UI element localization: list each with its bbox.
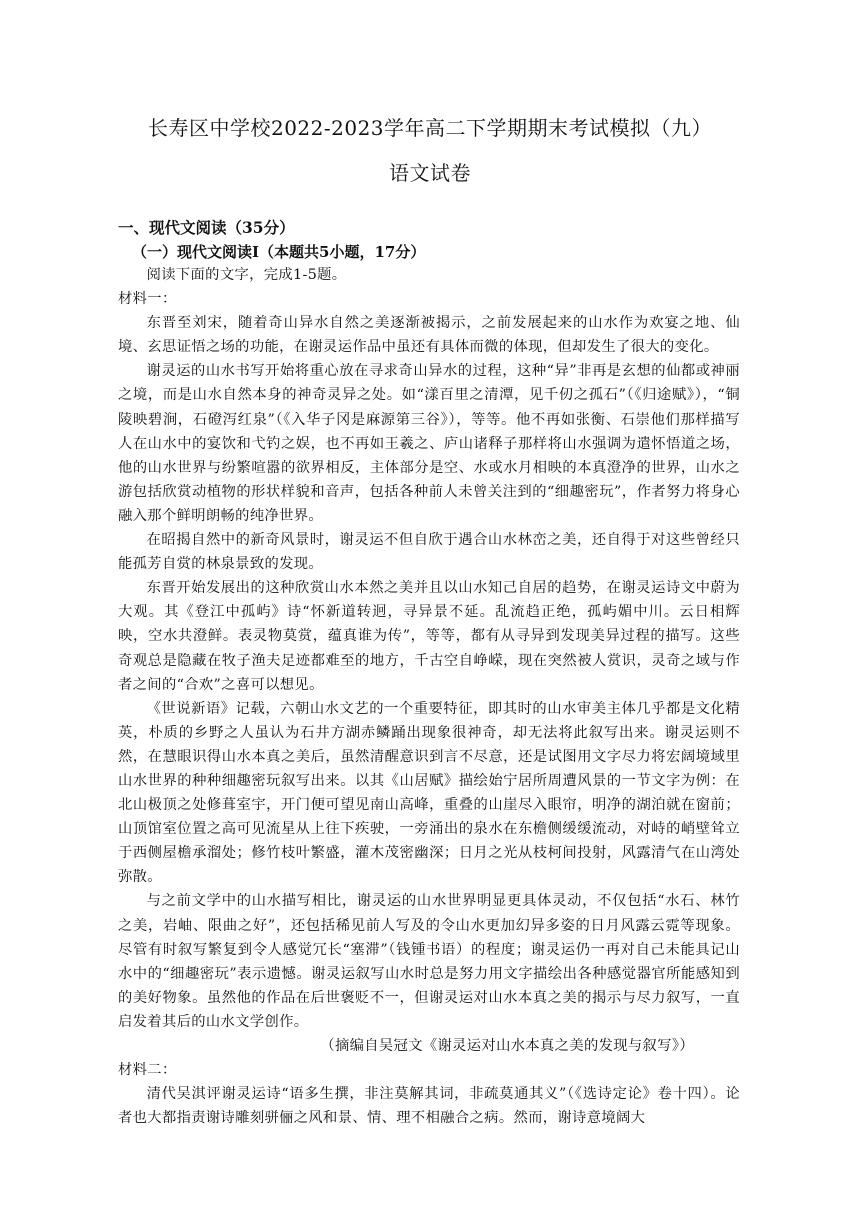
paragraph: 《世说新语》记载，六朝山水文艺的一个重要特征，即其时的山水审美主体几乎都是文化精英，朴质的乡野之人虽认为石井方湖赤鳞踊出现象很神奇，却无法将此叙写出来。谢灵运则不然，在慧眼识得山水本真之美后，虽然清醒意识到言不尽意，还是试图用文字尽力将宏阔境域里山水世界的种种细趣密玩叙写出来。以其《山居赋》描绘始宁居所周遭风景的一节文字为例：在北山极顶之处修葺室宇，开门便可望见南山高峰，重叠的山崖尽入眼帘，明净的湖泊就在窗前；山顶馆室位置之高可见流星从上往下疾驶，一旁涌出的泉水在东檐侧缓缓流动，对峙的峭壁耸立于西侧屋檐承溜处；修竹枝叶繁盛，灌木茂密幽深；日月之光从枝柯间投射，风露清气在山湾处弥散。 — [118, 700, 740, 886]
paragraph: 东晋开始发展出的这种欣赏山水本然之美并且以山水知己自居的趋势，在谢灵运诗文中蔚为大观。其《登江中孤屿》诗“怀新道转迥，寻异景不延。乱流趋正绝，孤屿媚中川。云日相辉映，空水共澄鲜。表灵物莫赏，蕴真谁为传”，等等，都有从寻异到发现美异过程的描写。这些奇观总是隐藏在牧子渔夫足迹都难至的地方，千古空自峥嵘，现在突然被人赏识，灵奇之域与作者之间的“合欢”之喜可以想见。 — [118, 580, 740, 693]
source-citation: （摘编自吴冠文《谢灵运对山水本真之美的发现与叙写》） — [320, 1038, 694, 1054]
material-label: 材料一： — [118, 291, 177, 308]
material-label: 材料二： — [118, 1062, 177, 1079]
paragraph: 东晋至刘宋，随着奇山异水自然之美逐渐被揭示，之前发展起来的山水作为欢宴之地、仙境、玄思证悟之场的功能，在谢灵运作品中虽还有具体而微的体现，但却发生了很大的变化。 — [118, 315, 740, 356]
exam-subtitle: 语文试卷 — [389, 161, 471, 185]
paragraph: 清代吴淇评谢灵运诗“语多生撰，非注莫解其词，非疏莫通其义”（《选诗定论》卷十四）。论者也大都指责谢诗雕刻骈俪之风和景、情、理不相融合之病。然而，谢诗意境阔大 — [118, 1086, 740, 1127]
paragraph: 与之前文学中的山水描写相比，谢灵运的山水世界明显更具体灵动，不仅包括“水石、林竹之美，岩岫、限曲之好”，还包括稀见前人写及的令山水更加幻异多姿的日月风露云霓等现象。尽管有时叙写繁复到令人感觉冗长“塞滞”（钱锺书语）的程度；谢灵运仍一再对自己未能具记山水中的“细趣密玩”表示遗憾。谢灵运叙写山水时总是努力用文字描绘出各种感觉器官所能感知到的美好物象。虽然他的作品在后世褒贬不一，但谢灵运对山水本真之美的揭示与尽力叙写，一直启发着其后的山水文学创作。 — [118, 893, 740, 1030]
instruction-text: 阅读下面的文字，完成1-5题。 — [146, 267, 347, 283]
exam-title: 长寿区中学校2022-2023学年高二下学期期末考试模拟（九） — [147, 116, 713, 140]
reading-passage — [118, 263, 740, 1130]
paragraph: 谢灵运的山水书写开始将重心放在寻求奇山异水的过程，这种“异”非再是玄想的仙都或神丽之境，而是山水自然本身的神奇灵异之处。如“漾百里之清潭，见千仞之孤石”（《归途赋》），“铜陵映碧涧，石磴泻红泉”（《入华子冈是麻源第三谷》），等等。他不再如张衡、石崇他们那样描写人在山水中的宴饮和弋钓之娱，也不再如王羲之、庐山诸释子那样将山水强调为遣怀悟道之场，他的山水世界与纷繁喧嚣的欲界相反，主体部分是空、水或水月相映的本真澄净的世界，山水之游包括欣赏动植物的形状样貌和音声，包括各种前人未曾关注到的“细趣密玩”，作者努力将身心融入那个鲜明朗畅的纯净世界。 — [118, 363, 740, 524]
section-heading: 一、现代文阅读（35分） — [118, 218, 295, 237]
subsection-heading: （一）现代文阅读Ⅰ（本题共5小题，17分） — [132, 243, 426, 261]
paragraph: 在昭揭自然中的新奇风景时，谢灵运不但自欣于遇合山水林峦之美，还自得于对这些曾经只能孤芳自赏的林泉景致的发现。 — [118, 532, 740, 573]
